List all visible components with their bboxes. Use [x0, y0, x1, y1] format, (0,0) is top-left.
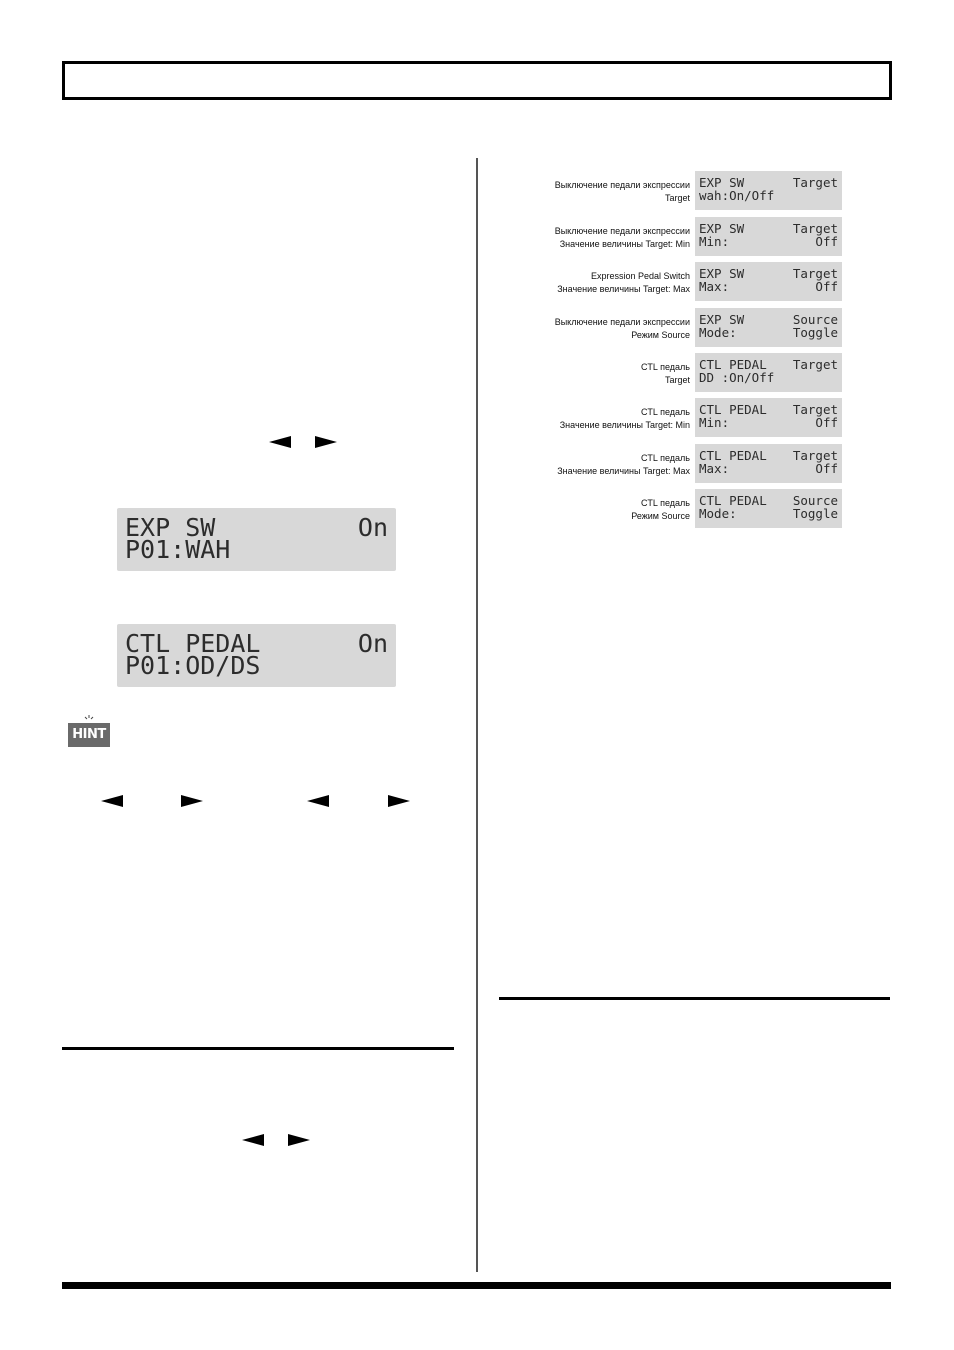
- lcd-l1-right: Target: [792, 221, 838, 236]
- param-caption-line2: Режим Source: [631, 511, 690, 521]
- lcd-l1-right: Source: [792, 312, 838, 327]
- lcd-l2-left: Min:: [699, 234, 730, 249]
- lcd-l1-left: CTL PEDAL: [699, 448, 767, 463]
- param-caption: [490, 406, 690, 432]
- param-screen: [500, 353, 844, 393]
- hint-icon: [68, 715, 110, 747]
- param-screen: [500, 217, 844, 257]
- lcd-line1-value: On: [357, 629, 388, 658]
- param-caption-line2: Значение величины Target: Min: [559, 420, 690, 430]
- lcd-l1-left: EXP SW: [699, 266, 745, 281]
- lcd-l1-left: CTL PEDAL: [699, 357, 767, 372]
- lcd-l2-left: Min:: [699, 415, 730, 430]
- chapter-header-box: [62, 61, 892, 100]
- lcd-l1-left: EXP SW: [699, 312, 745, 327]
- param-caption-line2: Значение величины Target: Max: [557, 284, 690, 294]
- param-lcd: [695, 353, 842, 392]
- param-lcd: [695, 217, 842, 256]
- lcd-l1-left: EXP SW: [699, 175, 745, 190]
- cursor-left-arrow-icon: [307, 795, 329, 807]
- lcd-l2-left: DD :On/Off: [699, 370, 775, 385]
- cursor-left-arrow-icon: [101, 795, 123, 807]
- lcd-l1-right: Target: [792, 266, 838, 281]
- param-caption: [490, 225, 690, 251]
- lcd-l2-right: Off: [815, 234, 838, 249]
- param-lcd: [695, 398, 842, 437]
- param-screen: [500, 171, 844, 211]
- param-caption-line1: Выключение педали экспрессии: [554, 180, 690, 190]
- param-caption: [490, 316, 690, 342]
- lcd-l1-left: EXP SW: [699, 221, 745, 236]
- hint-label: HINT: [68, 723, 110, 747]
- cursor-right-arrow-icon: [315, 436, 337, 448]
- param-caption-line1: CTL педаль: [640, 498, 690, 508]
- param-caption-line2: Значение величины Target: Max: [557, 466, 690, 476]
- param-lcd: [695, 489, 842, 528]
- lcd-l2-left: Max:: [699, 461, 730, 476]
- param-caption-line1: CTL педаль: [640, 453, 690, 463]
- param-caption: [490, 452, 690, 478]
- lcd-line1-value: On: [357, 513, 388, 542]
- lcd-l1-right: Target: [792, 357, 838, 372]
- lcd-l2-right: Toggle: [792, 325, 838, 340]
- param-caption-line2: Target: [664, 375, 690, 385]
- lcd-line2-text: P01:OD/DS: [125, 651, 261, 680]
- lcd-l1-left: CTL PEDAL: [699, 493, 767, 508]
- param-caption-line2: Target: [664, 193, 690, 203]
- param-screen: [500, 262, 844, 302]
- param-screen: [500, 308, 844, 348]
- lcd-l1-left: CTL PEDAL: [699, 402, 767, 417]
- param-screen: [500, 489, 844, 529]
- lcd-line1-label: CTL PEDAL: [125, 629, 261, 658]
- lcd-l2-right: Off: [815, 461, 838, 476]
- lcd-display-exp-sw: [117, 508, 396, 571]
- param-caption-line1: Выключение педали экспрессии: [554, 226, 690, 236]
- section-rule-left: [62, 1047, 454, 1050]
- lcd-l2-left: wah:On/Off: [699, 188, 775, 203]
- cursor-left-arrow-icon: [242, 1134, 264, 1146]
- param-caption: [490, 497, 690, 523]
- param-lcd: [695, 171, 842, 210]
- cursor-right-arrow-icon: [288, 1134, 310, 1146]
- param-caption-line2: Режим Source: [631, 330, 690, 340]
- param-lcd: [695, 308, 842, 347]
- param-caption: [490, 179, 690, 205]
- param-caption-line1: Выключение педали экспрессии: [554, 317, 690, 327]
- lcd-display-ctl-pedal: [117, 624, 396, 687]
- param-caption-line1: Expression Pedal Switch: [590, 271, 690, 281]
- page-footer-rule: [62, 1282, 891, 1289]
- column-divider: [476, 158, 478, 1272]
- param-caption-line1: CTL педаль: [640, 407, 690, 417]
- cursor-right-arrow-icon: [181, 795, 203, 807]
- lcd-l2-left: Max:: [699, 279, 730, 294]
- lcd-l1-right: Target: [792, 448, 838, 463]
- param-lcd: [695, 262, 842, 301]
- cursor-right-arrow-icon: [388, 795, 410, 807]
- param-caption-line2: Значение величины Target: Min: [559, 239, 690, 249]
- cursor-left-arrow-icon: [269, 436, 291, 448]
- param-caption: [490, 270, 690, 296]
- lcd-l2-left: Mode:: [699, 325, 737, 340]
- lcd-line2-text: P01:WAH: [125, 535, 231, 564]
- param-screen: [500, 444, 844, 484]
- section-rule-right: [499, 997, 890, 1000]
- lcd-l1-right: Source: [792, 493, 838, 508]
- lcd-l1-right: Target: [792, 402, 838, 417]
- param-screen: [500, 398, 844, 438]
- param-caption-line1: CTL педаль: [640, 362, 690, 372]
- lcd-l2-left: Mode:: [699, 506, 737, 521]
- lcd-l2-right: Off: [815, 415, 838, 430]
- param-caption: [490, 361, 690, 387]
- lcd-l1-right: Target: [792, 175, 838, 190]
- param-lcd: [695, 444, 842, 483]
- lcd-l2-right: Off: [815, 279, 838, 294]
- lcd-line1-label: EXP SW: [125, 513, 216, 542]
- lcd-l2-right: Toggle: [792, 506, 838, 521]
